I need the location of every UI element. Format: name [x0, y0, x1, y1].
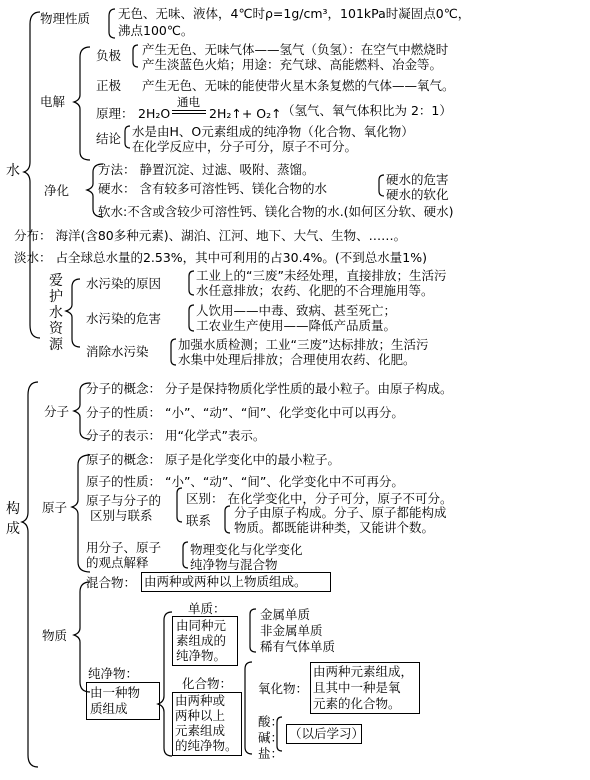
hard-water-harm: 硬水的危害 [386, 172, 449, 187]
later-study: （以后学习） [289, 726, 365, 741]
molecule-label: 分子 [44, 404, 70, 419]
electrolysis-label: 电解 [40, 94, 66, 109]
atom-label: 原子 [42, 500, 68, 515]
pollution-harm-line-2: 工农业生产使用——降低产品质量。 [196, 318, 397, 333]
compound-def-3: 元素组成 [175, 723, 226, 738]
positive-line: 产生无色、无味的能使带火星木条复燃的气体——氧气。 [142, 78, 455, 93]
brace-compound [245, 662, 252, 754]
oxide-def-2: 且其中一种是氧 [313, 680, 401, 695]
conclusion-line-2: 在化学反应中，分子可分，原子不可分。 [132, 139, 358, 154]
brace-water [24, 12, 40, 338]
protect-char-2: 护 [49, 289, 63, 305]
mixture-box [141, 572, 331, 592]
molecule-represent: 分子的表示： 用“化学式”表示。 [86, 428, 266, 443]
compound-label: 化合物： [182, 676, 233, 691]
oxide-def-3: 元素的化合物。 [313, 696, 401, 711]
equation-note: （氢气、氧气体积比为 2：1） [282, 103, 452, 118]
pure-def-2: 质组成 [90, 701, 128, 716]
element-label: 单质： [188, 601, 226, 616]
matter-label: 物质 [42, 628, 68, 643]
protect-char-3: 水 [49, 305, 63, 321]
brace-cause [189, 271, 194, 295]
phys-label: 物理性质 [40, 11, 91, 26]
brace-harm [189, 305, 194, 331]
element-kind-nonmetal: 非金属单质 [260, 623, 323, 638]
pure-box [86, 682, 160, 720]
relation-label-1: 原子与分子的 [86, 493, 162, 508]
element-kind-metal: 金属单质 [260, 607, 311, 622]
structure-char-1: 构 [6, 501, 20, 517]
hard-water-soften: 硬水的软化 [386, 187, 449, 202]
phys-line-1: 无色、无味、液体，4℃时ρ=1g/cm³，101kPa时凝固点0℃， [118, 6, 471, 21]
acid-label: 酸： [258, 714, 284, 729]
compound-def-4: 的纯净物。 [175, 738, 238, 753]
brace-structure [22, 382, 38, 767]
pollution-harm-line-1: 人饮用——中毒、致病、甚至死亡； [196, 303, 397, 318]
principle-label: 原理： [96, 106, 134, 121]
pure-def-1: 由一种物 [90, 685, 141, 700]
brace-view [183, 542, 188, 568]
pollution-cause-label: 水污染的原因 [86, 276, 162, 291]
negative-line-2: 产生淡蓝色火焰；用途：充气球、高能燃料、冶金等。 [142, 57, 443, 72]
link-label: 联系 [186, 513, 212, 528]
conclusion-label: 结论 [96, 131, 122, 146]
view-label-2: 的观点解释 [86, 555, 149, 570]
fresh-water: 淡水： 占全球总水量的2.53%，其中可利用的占30.4%。(不到总水量1%) [14, 250, 427, 265]
equation-right: 2H₂↑+ O₂↑ [209, 106, 282, 121]
element-def-2: 素组成的 [176, 633, 227, 648]
pollution-harm-label: 水污染的危害 [86, 311, 162, 326]
oxide-box [310, 662, 420, 714]
molecule-property: 分子的性质： “小”、“动”、“间”、化学变化中可以再分。 [86, 405, 404, 420]
brace-conclusion [125, 126, 130, 148]
brace-protect [66, 279, 80, 347]
element-def-1: 由同种元 [176, 618, 227, 633]
link-line-2: 物质。都既能讲种类，又能讲个数。 [234, 520, 435, 535]
positive-label: 正极 [96, 78, 122, 93]
mixture-label: 混合物： [86, 575, 137, 590]
base-label: 碱： [258, 730, 284, 745]
oxide-def-1: 由两种元素组成， [313, 664, 414, 679]
element-box [172, 616, 238, 666]
brace-phys [109, 9, 115, 38]
hard-water: 硬水： 含有较多可溶性钙、镁化合物的水 [98, 181, 327, 196]
protect-char-5: 源 [49, 337, 63, 353]
distribution: 分布： 海洋(含80多种元素)、湖泊、江河、地下、大气、生物、……。 [14, 228, 407, 243]
salt-label: 盐： [258, 746, 284, 761]
pollution-cause-line-2: 水任意排放；农药、化肥的不合理施用等。 [196, 283, 434, 298]
view-label-1: 用分子、原子 [86, 540, 162, 555]
view-physical-chemical: 物理变化与化学变化 [190, 542, 303, 557]
phys-line-2: 沸点100℃。 [118, 23, 194, 38]
soft-water: 软水:不含或含较少可溶性钙、镁化合物的水.(如何区分软、硬水) [98, 204, 454, 219]
brace-link [225, 506, 230, 533]
pure-label: 纯净物： [88, 666, 139, 681]
brace-elim [171, 339, 176, 365]
view-pure-mixture: 纯净物与混合物 [190, 557, 278, 572]
negative-label: 负极 [96, 48, 122, 63]
purify-label: 净化 [44, 183, 70, 198]
link-line-1: 分子由原子构成。分子、原子都能构成 [234, 505, 447, 520]
brace-hard [379, 175, 384, 196]
brace-electrolysis [74, 47, 90, 160]
element-def-3: 纯净物。 [176, 648, 227, 663]
compound-box [172, 692, 242, 756]
oxide-label: 氧化物： [258, 681, 309, 696]
brace-pure [158, 612, 172, 756]
relation-label-2: 区别与联系 [90, 508, 153, 523]
compound-def-1: 由两种或 [175, 693, 226, 708]
brace-element-kinds [250, 609, 256, 652]
protect-char-4: 资 [49, 321, 63, 337]
element-kind-noble-gas: 稀有气体单质 [260, 639, 336, 654]
water-title: 水 [6, 163, 20, 179]
atom-molecule-difference: 区别： 在化学变化中，分子可分，原子不可分。 [186, 491, 453, 506]
pollution-eliminate-line-2: 水集中处理后排放；合理使用农药、化肥。 [178, 352, 416, 367]
compound-def-2: 两种以上 [175, 708, 226, 723]
atom-concept: 原子的概念： 原子是化学变化中的最小粒子。 [86, 452, 340, 467]
structure-char-2: 成 [6, 521, 20, 537]
negative-line-1: 产生无色、无味气体——氢气（负氢）：在空气中燃烧时 [142, 42, 449, 57]
mixture-definition: 由两种或两种以上物质组成。 [144, 574, 307, 589]
equation-left: 2H₂O [138, 106, 171, 121]
later-box [286, 724, 365, 744]
pollution-eliminate-line-1: 加强水质检测；工业“三废”达标排放；生活污 [178, 337, 429, 352]
atom-property: 原子的性质： “小”、“动”、“间”、化学变化中不可再分。 [86, 474, 404, 489]
molecule-concept: 分子的概念： 分子是保持物质化学性质的最小粒子。由原子构成。 [86, 381, 453, 396]
conclusion-line-1: 水是由H、O元素组成的纯净物（化合物、氧化物） [132, 124, 414, 139]
brace-relation [177, 488, 182, 522]
equation-condition: 通电 [177, 95, 200, 109]
brace-negative [133, 45, 138, 67]
pollution-eliminate-label: 消除水污染 [86, 344, 149, 359]
protect-char-1: 爱 [49, 273, 63, 289]
pollution-cause-line-1: 工业上的“三废”未经处理，直接排放；生活污 [196, 268, 447, 283]
purify-method: 方法： 静置沉淀、过滤、吸附、蒸馏。 [98, 162, 315, 177]
